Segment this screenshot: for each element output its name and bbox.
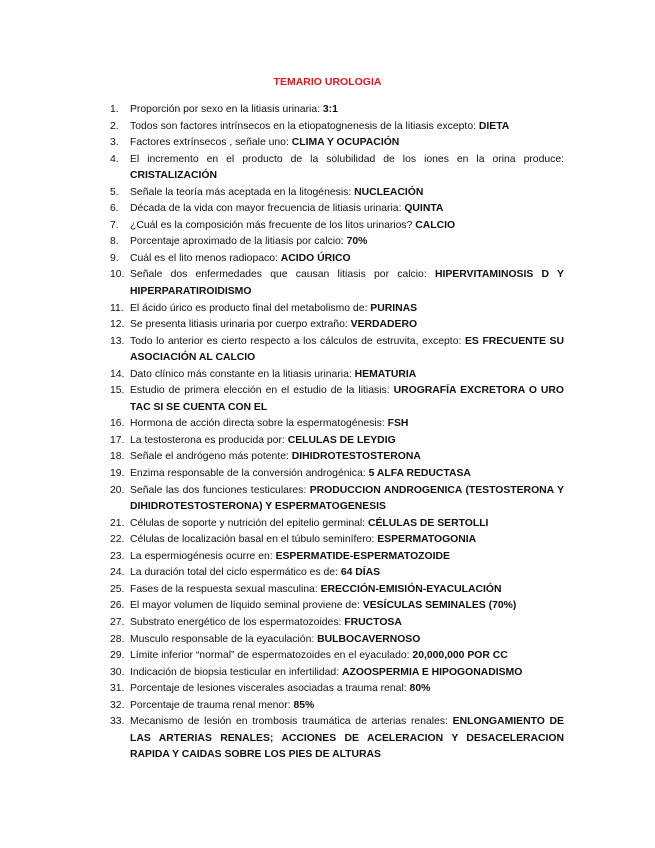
item-number: 28.	[110, 633, 125, 645]
list-item	[110, 152, 564, 185]
list-item	[110, 516, 564, 533]
item-number: 26.	[110, 600, 125, 612]
list-item	[110, 201, 564, 218]
list-item	[110, 185, 564, 202]
item-number: 8.	[110, 236, 119, 248]
answer-text: HIPERVITAMINOSIS D Y HIPERPARATIROIDISMO	[130, 269, 564, 298]
list-item	[110, 119, 564, 136]
answer-text: UROGRAFÍA EXCRETORA O URO TAC SI SE CUENTA CON EL	[130, 385, 564, 413]
answer-text: CÉLULAS DE SERTOLLI	[367, 517, 489, 529]
answer-text: ESPERMATOGONIA	[377, 534, 477, 546]
list-item	[110, 615, 564, 632]
item-number: 5.	[110, 186, 119, 198]
list-item	[110, 532, 564, 549]
answer-text: DIHIDROTESTOSTERONA	[291, 451, 421, 463]
answer-text: 64 DÍAS	[340, 567, 381, 579]
list-item	[110, 433, 564, 450]
answer-text: DIETA	[478, 120, 510, 132]
question-text: Todos son factores intrínsecos en la etiopatognenesis de la litiasis excepto:	[130, 120, 479, 132]
item-number: 7.	[110, 219, 119, 231]
answer-text: 85%	[293, 699, 315, 711]
question-text: Estudio de primera elección en el estudio de la litiasis:	[130, 385, 394, 397]
item-number: 2.	[110, 120, 119, 132]
question-text: Substrato energético de los espermatozoides:	[130, 616, 345, 628]
item-number: 19.	[110, 468, 125, 480]
list-item	[110, 665, 564, 682]
list-item	[110, 449, 564, 466]
answer-text: CALCIO	[415, 219, 456, 231]
answer-text: PRODUCCION ANDROGENICA (TESTOSTERONA Y DIHIDROTESTOSTERONA) Y ESPERMATOGENESIS	[130, 484, 564, 513]
list-item	[110, 483, 564, 516]
list-item	[110, 582, 564, 599]
answer-text: 70%	[346, 236, 368, 248]
answer-text: ENLONGAMIENTO DE LAS ARTERIAS RENALES; ACCIONES DE ACELERACION Y DESACELERACION RAPIDA Y CAIDAS SOBRE LOS PIES DE ALTURAS	[130, 716, 564, 761]
item-number: 31.	[110, 683, 125, 695]
answer-text: ACIDO ÚRICO	[280, 252, 351, 264]
answer-text: FRUCTOSA	[344, 616, 402, 628]
answer-text: PURINAS	[370, 302, 418, 314]
list-item	[110, 102, 564, 119]
question-text: Mecanismo de lesión en trombosis traumática de arterias renales:	[130, 716, 453, 728]
question-text: Factores extrínsecos , señale uno:	[130, 137, 292, 149]
item-number: 20.	[110, 484, 125, 496]
question-text: Musculo responsable de la eyaculación:	[130, 633, 318, 645]
list-item	[110, 135, 564, 152]
list-item	[110, 648, 564, 665]
question-text: Indicación de biopsia testicular en infertilidad:	[130, 666, 342, 678]
answer-text: VESÍCULAS SEMINALES (70%)	[362, 600, 517, 612]
list-item	[110, 367, 564, 384]
question-text: La duración total del ciclo espermático es de:	[130, 567, 341, 579]
list-item	[110, 598, 564, 615]
question-text: Límite inferior “normal” de espermatozoides en el eyaculado:	[130, 650, 413, 662]
answer-text: 5 ALFA REDUCTASA	[368, 468, 471, 480]
question-text: Hormona de acción directa sobre la espermatogénesis:	[130, 418, 388, 430]
list-item	[110, 234, 564, 251]
item-number: 6.	[110, 203, 119, 215]
answer-text: ESPERMATIDE-ESPERMATOZOIDE	[275, 550, 450, 562]
answer-text: QUINTA	[404, 203, 444, 215]
answer-text: CELULAS DE LEYDIG	[287, 434, 396, 446]
item-number: 10.	[110, 269, 125, 281]
question-text: ¿Cuál es la composición más frecuente de los litos urinarios?	[130, 219, 416, 231]
question-text: Células de localización basal en el túbulo seminífero:	[130, 534, 378, 546]
item-number: 17.	[110, 434, 125, 446]
question-text: Señale la teoría más aceptada en la litogénesis:	[130, 186, 355, 198]
item-number: 16.	[110, 418, 125, 430]
answer-text: NUCLEACIÓN	[354, 186, 424, 198]
question-text: Cuál es el lito menos radiopaco:	[130, 252, 281, 264]
question-text: Dato clínico más constante en la litiasis urinaria:	[130, 368, 355, 380]
list-item	[110, 301, 564, 318]
item-number: 23.	[110, 550, 125, 562]
question-text: Porcentaje aproximado de la litiasis por calcio:	[130, 236, 347, 248]
list-item	[110, 416, 564, 433]
item-number: 4.	[110, 153, 119, 165]
list-item	[110, 714, 564, 764]
item-number: 14.	[110, 368, 125, 380]
item-number: 11.	[110, 302, 124, 314]
question-text: Enzima responsable de la conversión androgénica:	[130, 468, 369, 480]
item-number: 22.	[110, 534, 125, 546]
list-item	[110, 334, 564, 367]
question-text: Porcentaje de trauma renal menor:	[130, 699, 294, 711]
item-number: 9.	[110, 252, 119, 264]
item-number: 13.	[110, 335, 125, 347]
question-text: Señale el andrógeno más potente:	[130, 451, 292, 463]
answer-text: BULBOCAVERNOSO	[317, 633, 421, 645]
answer-text: VERDADERO	[350, 319, 418, 331]
list-item	[110, 267, 564, 300]
item-number: 15.	[110, 385, 125, 397]
list-item	[110, 218, 564, 235]
question-text: Década de la vida con mayor frecuencia de litiasis urinaria:	[130, 203, 405, 215]
question-text: La espermiogénesis ocurre en:	[130, 550, 276, 562]
answer-text: FSH	[387, 418, 409, 430]
list-item	[110, 681, 564, 698]
item-number: 18.	[110, 451, 125, 463]
list-item	[110, 698, 564, 715]
item-number: 25.	[110, 583, 125, 595]
list-item	[110, 251, 564, 268]
question-text: Todo lo anterior es cierto respecto a los cálculos de estruvita, excepto:	[130, 335, 465, 347]
question-text: Señale dos enfermedades que causan litiasis por calcio:	[130, 269, 435, 281]
item-number: 32.	[110, 699, 125, 711]
answer-text: AZOOSPERMIA E HIPOGONADISMO	[341, 666, 523, 678]
item-number: 33.	[110, 716, 125, 728]
question-text: Proporción por sexo en la litiasis urinaria:	[130, 104, 323, 115]
answer-text: CRISTALIZACIÓN	[130, 170, 217, 182]
list-item	[110, 565, 564, 582]
answer-text: 20,000,000 POR CC	[412, 650, 508, 662]
item-number: 1.	[110, 104, 119, 115]
list-item	[110, 549, 564, 566]
item-number: 24.	[110, 567, 125, 579]
question-text: El incremento en el producto de la solubilidad de los iones en la orina produce:	[130, 153, 564, 165]
answer-text: ERECCIÓN-EMISIÓN-EYACULACIÓN	[320, 583, 502, 595]
answer-text: ES FRECUENTE SU ASOCIACIÓN AL CALCIO	[130, 335, 564, 364]
question-list	[110, 102, 564, 764]
item-number: 30.	[110, 666, 125, 678]
answer-text: HEMATURIA	[354, 368, 417, 380]
item-number: 12.	[110, 319, 125, 331]
item-number: 27.	[110, 616, 125, 628]
question-text: La testosterona es producida por:	[130, 434, 288, 446]
answer-text: 80%	[409, 683, 431, 695]
question-text: Células de soporte y nutrición del epitelio germinal:	[130, 517, 368, 529]
item-number: 29.	[110, 650, 125, 662]
question-text: Se presenta litiasis urinaria por cuerpo extraño:	[130, 319, 351, 331]
question-text: El ácido úrico es producto final del metabolismo de:	[130, 302, 371, 314]
list-item	[110, 466, 564, 483]
question-text: Fases de la respuesta sexual masculina:	[130, 583, 321, 595]
item-number: 21.	[110, 517, 125, 529]
question-text: Porcentaje de lesiones viscerales asociadas a trauma renal:	[130, 683, 410, 695]
list-item	[110, 317, 564, 334]
list-item	[110, 632, 564, 649]
document-title: TEMARIO UROLOGIA	[273, 76, 382, 88]
answer-text: 3:1	[322, 104, 338, 115]
item-number: 3.	[110, 137, 119, 149]
answer-text: CLIMA Y OCUPACIÓN	[291, 137, 400, 149]
question-text: El mayor volumen de líquido seminal proviene de:	[130, 600, 363, 612]
question-text: Señale las dos funciones testiculares:	[130, 484, 310, 496]
list-item	[110, 383, 564, 416]
